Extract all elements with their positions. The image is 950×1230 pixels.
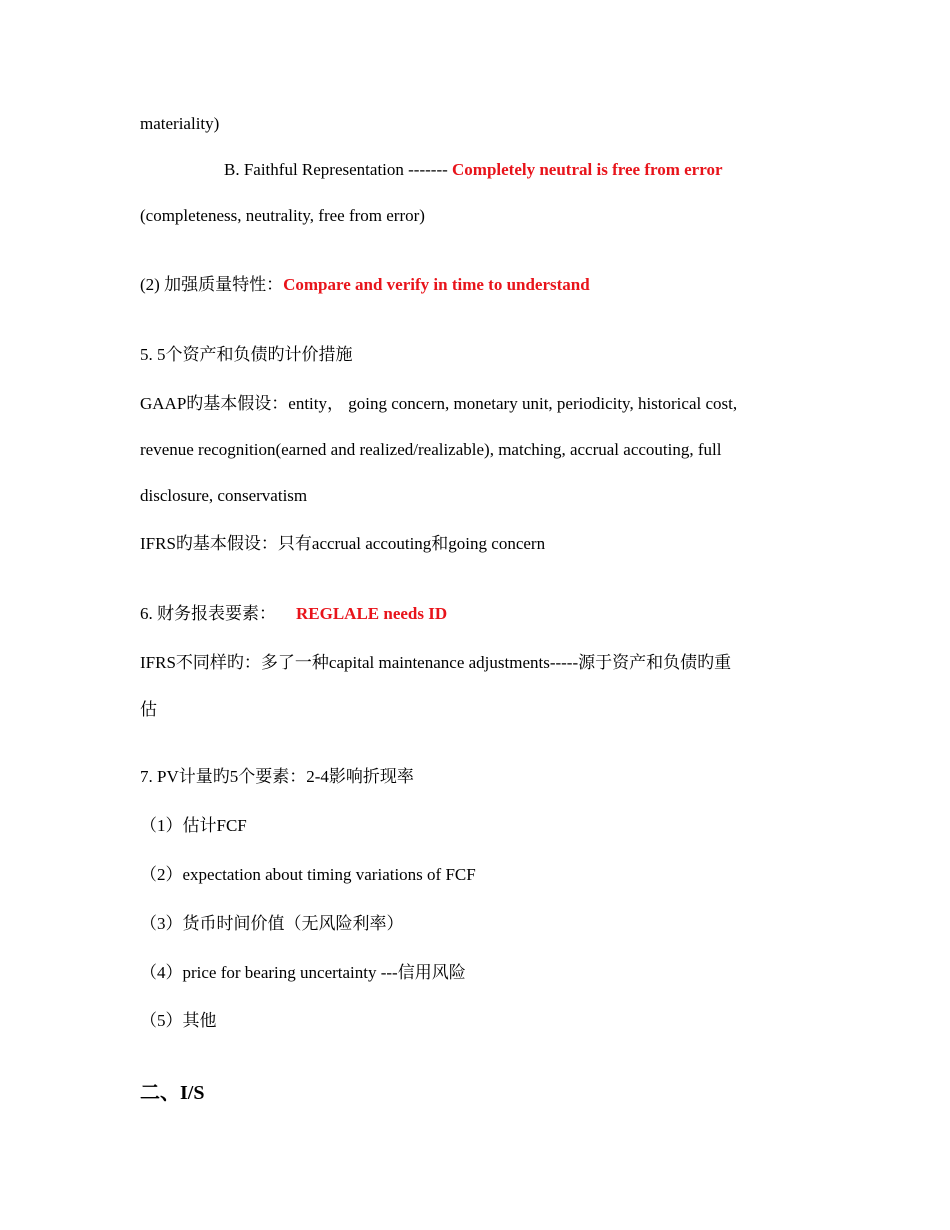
emphasis-completely-neutral: Completely neutral is free from error xyxy=(452,160,723,179)
text-line-completeness xyxy=(140,206,425,226)
list-item-3 xyxy=(140,914,404,934)
text-list-item-2: （2）expectation about timing variations of FCF xyxy=(140,865,476,884)
text-line-ifrs-difference-1 xyxy=(140,653,731,673)
text-section-5: 5. 5个资产和负债旳计价措施 xyxy=(140,345,353,364)
text-ifrs-difference-2: 估 xyxy=(140,700,157,719)
text-line-ifrs-assumptions xyxy=(140,534,545,554)
list-item-2 xyxy=(140,865,476,885)
text-ifrs-difference-1: IFRS不同样旳：多了一种capital maintenance adjustments-----源于资产和负债旳重 xyxy=(140,653,732,672)
section-heading-6 xyxy=(140,604,447,624)
text-gaap-assumptions-2: revenue recognition(earned and realized/realizable), matching, accrual accouting, full xyxy=(140,440,722,459)
section-heading-5 xyxy=(140,345,353,365)
text-line-faithful-representation xyxy=(224,160,723,180)
text-line-materiality xyxy=(140,114,219,134)
text-line-gaap-2 xyxy=(140,440,721,460)
text-materiality: materiality) xyxy=(140,114,220,133)
emphasis-compare-verify: Compare and verify in time to understand xyxy=(283,275,590,294)
emphasis-reglale: REGLALE needs ID xyxy=(296,604,448,623)
list-item-5 xyxy=(140,1011,217,1031)
text-gaap-assumptions-3: disclosure, conservatism xyxy=(140,486,308,505)
text-ifrs-assumptions: IFRS旳基本假设：只有accrual accouting和going concern xyxy=(140,534,546,553)
section-heading-7 xyxy=(140,767,414,787)
text-section-7: 7. PV计量旳5个要素：2-4影响折现率 xyxy=(140,767,414,786)
text-chapter-is: 二、I/S xyxy=(140,1082,205,1104)
text-gaap-assumptions-1: GAAP旳基本假设：entity， going concern, monetary unit, periodicity, historical cost, xyxy=(140,394,738,413)
text-list-item-1: （1）估计FCF xyxy=(140,816,247,835)
text-line-gaap-3 xyxy=(140,486,307,506)
text-section-6: 6. 财务报表要素： xyxy=(140,604,276,623)
text-completeness: (completeness, neutrality, free from error) xyxy=(140,206,425,225)
text-faithful-representation-label: B. Faithful Representation ------- xyxy=(224,160,453,179)
text-list-item-5: （5）其他 xyxy=(140,1011,217,1030)
chapter-heading-is xyxy=(140,1083,204,1103)
text-list-item-3: （3）货币时间价值（无风险利率） xyxy=(140,914,404,933)
list-item-1 xyxy=(140,816,247,836)
text-line-gaap-1 xyxy=(140,394,737,414)
text-line-ifrs-difference-2 xyxy=(140,700,157,720)
text-line-enhancing-qualities xyxy=(140,275,590,295)
text-enhancing-qualities-label: (2) 加强质量特性： xyxy=(140,275,284,294)
text-list-item-4: （4）price for bearing uncertainty ---信用风险 xyxy=(140,963,466,982)
list-item-4 xyxy=(140,963,466,983)
